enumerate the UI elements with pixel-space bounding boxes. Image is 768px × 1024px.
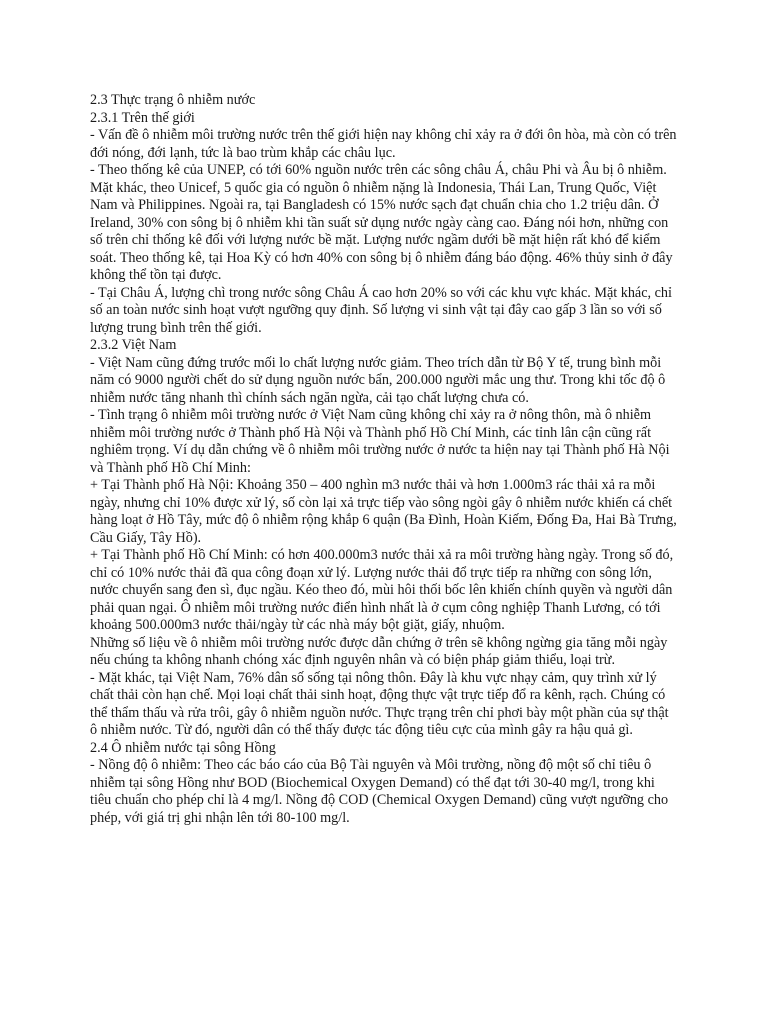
body-paragraph: - Mặt khác, tại Việt Nam, 76% dân số sống tại nông thôn. Đây là khu vực nhạy cảm, quy trình xử lý chất thải còn hạn chế. Mọi loại chất thải sinh hoạt, động thực vật trực tiếp đổ ra kênh, rạch. Chúng có thể thẩm thấu và rửa trôi, gây ô nhiễm nguồn nước. Thực trạng trên chỉ phơi bày một phần của sự thật ô nhiễm nước. Từ đó, người dân có thể thấy được tác động tiêu cực của mình gây ra hậu quả gì. — [90, 669, 669, 738]
subsection-heading-2-3-1: 2.3.1 Trên thế giới — [90, 109, 195, 126]
subsection-heading-2-3-2: 2.3.2 Việt Nam — [90, 337, 177, 353]
body-paragraph: - Nồng độ ô nhiễm: Theo các báo cáo của Bộ Tài nguyên và Môi trường, nồng độ một số chỉ tiêu ô nhiễm tại sông Hồng như BOD (Biochemical Oxygen Demand) có thể đạt tới 30-40 mg/l, trong khi tiêu chuẩn cho phép chỉ là 4 mg/l. Nồng độ COD (Chemical Oxygen Demand) cũng vượt ngưỡng cho phép, với giá trị ghi nhận lên tới 80-100 mg/l. — [90, 757, 669, 826]
body-paragraph: - Vấn đề ô nhiễm môi trường nước trên thế giới hiện nay không chỉ xảy ra ở đới ôn hòa, mà còn có trên đới nóng, đới lạnh, tức là bao trùm khắp các châu lục. — [90, 127, 677, 161]
body-paragraph: - Theo thống kê của UNEP, có tới 60% nguồn nước trên các sông châu Á, châu Phi và Âu bị ô nhiễm. Mặt khác, theo Unicef, 5 quốc gia có nguồn ô nhiễm nặng là Indonesia, Thái Lan, Trung Quốc, Việt Nam và Philippines. Ngoài ra, tại Bangladesh có 15% nước sạch đạt chuẩn chia cho 1.2 triệu dân. Ở Ireland, 30% con sông bị ô nhiễm khi tần suất sử dụng nước ngày càng cao. Đáng nói hơn, những con số trên chỉ thống kê đối với lượng nước bề mặt. Lượng nước ngầm dưới bề mặt hiện rất khó để kiểm soát. Theo thống kê, tại Hoa Kỳ có hơn 40% con sông bị ô nhiễm đáng báo động. 46% thủy sinh ở đây không thể tồn tại được. — [90, 162, 673, 283]
body-paragraph: + Tại Thành phố Hồ Chí Minh: có hơn 400.000m3 nước thải xả ra môi trường hàng ngày. Trong số đó, chỉ có 10% nước thải đã qua công đoạn xử lý. Lượng nước thải đổ trực tiếp ra những con sông lớn, nước chuyển sang đen sì, đục ngầu. Kéo theo đó, mùi hôi thối bốc lên khiến chính quyền và người dân phải quan ngại. Ô nhiễm môi trường nước điển hình nhất là ở cụm công nghiệp Thanh Lương, có tới khoảng 500.000m3 nước thải/ngày từ các nhà máy bột giặt, giấy, nhuộm. — [90, 547, 674, 633]
body-paragraph: Những số liệu về ô nhiễm môi trường nước được dẫn chứng ở trên sẽ không ngừng gia tăng mỗi ngày nếu chúng ta không nhanh chóng xác định nguyên nhân và có biện pháp giảm thiểu, loại trừ. — [90, 634, 668, 668]
body-paragraph: - Việt Nam cũng đứng trước mối lo chất lượng nước giảm. Theo trích dẫn từ Bộ Y tế, trung bình mỗi năm có 9000 người chết do sử dụng nguồn nước bẩn, 200.000 người mắc ung thư. Trong khi tốc độ ô nhiễm nước tăng nhanh thì chính sách ngăn ngừa, cải tạo chất lượng chưa có. — [90, 354, 666, 406]
document-page — [90, 92, 678, 827]
body-paragraph: - Tình trạng ô nhiễm môi trường nước ở Việt Nam cũng không chỉ xảy ra ở nông thôn, mà ô nhiễm nhiễm môi trường nước ở Thành phố Hà Nội và Thành phố Hồ Chí Minh, các tỉnh lân cận cũng rất nghiêm trọng. Ví dụ dẫn chứng về ô nhiễm môi trường nước ở nước ta hiện nay tại Thành phố Hà Nội và Thành phố Hồ Chí Minh: — [90, 407, 670, 476]
section-heading-2-4: 2.4 Ô nhiễm nước tại sông Hồng — [90, 739, 276, 756]
section-heading-2-3: 2.3 Thực trạng ô nhiễm nước — [90, 92, 256, 108]
body-paragraph: - Tại Châu Á, lượng chì trong nước sông Châu Á cao hơn 20% so với các khu vực khác. Mặt khác, chỉ số an toàn nước sinh hoạt vượt ngưỡng quy định. Số lượng vi sinh vật tại đây cao gấp 3 lần so với số lượng trung bình trên thế giới. — [90, 284, 672, 336]
body-paragraph: + Tại Thành phố Hà Nội: Khoảng 350 – 400 nghìn m3 nước thải và hơn 1.000m3 rác thải xả ra mỗi ngày, nhưng chỉ 10% được xử lý, số còn lại xả trực tiếp vào sông ngòi gây ô nhiễm nước khiến cá chết hàng loạt ở Hồ Tây, mức độ ô nhiễm rộng khắp 6 quận (Ba Đình, Hoàn Kiếm, Đống Đa, Hai Bà Trưng, Cầu Giấy, Tây Hồ). — [90, 477, 677, 546]
